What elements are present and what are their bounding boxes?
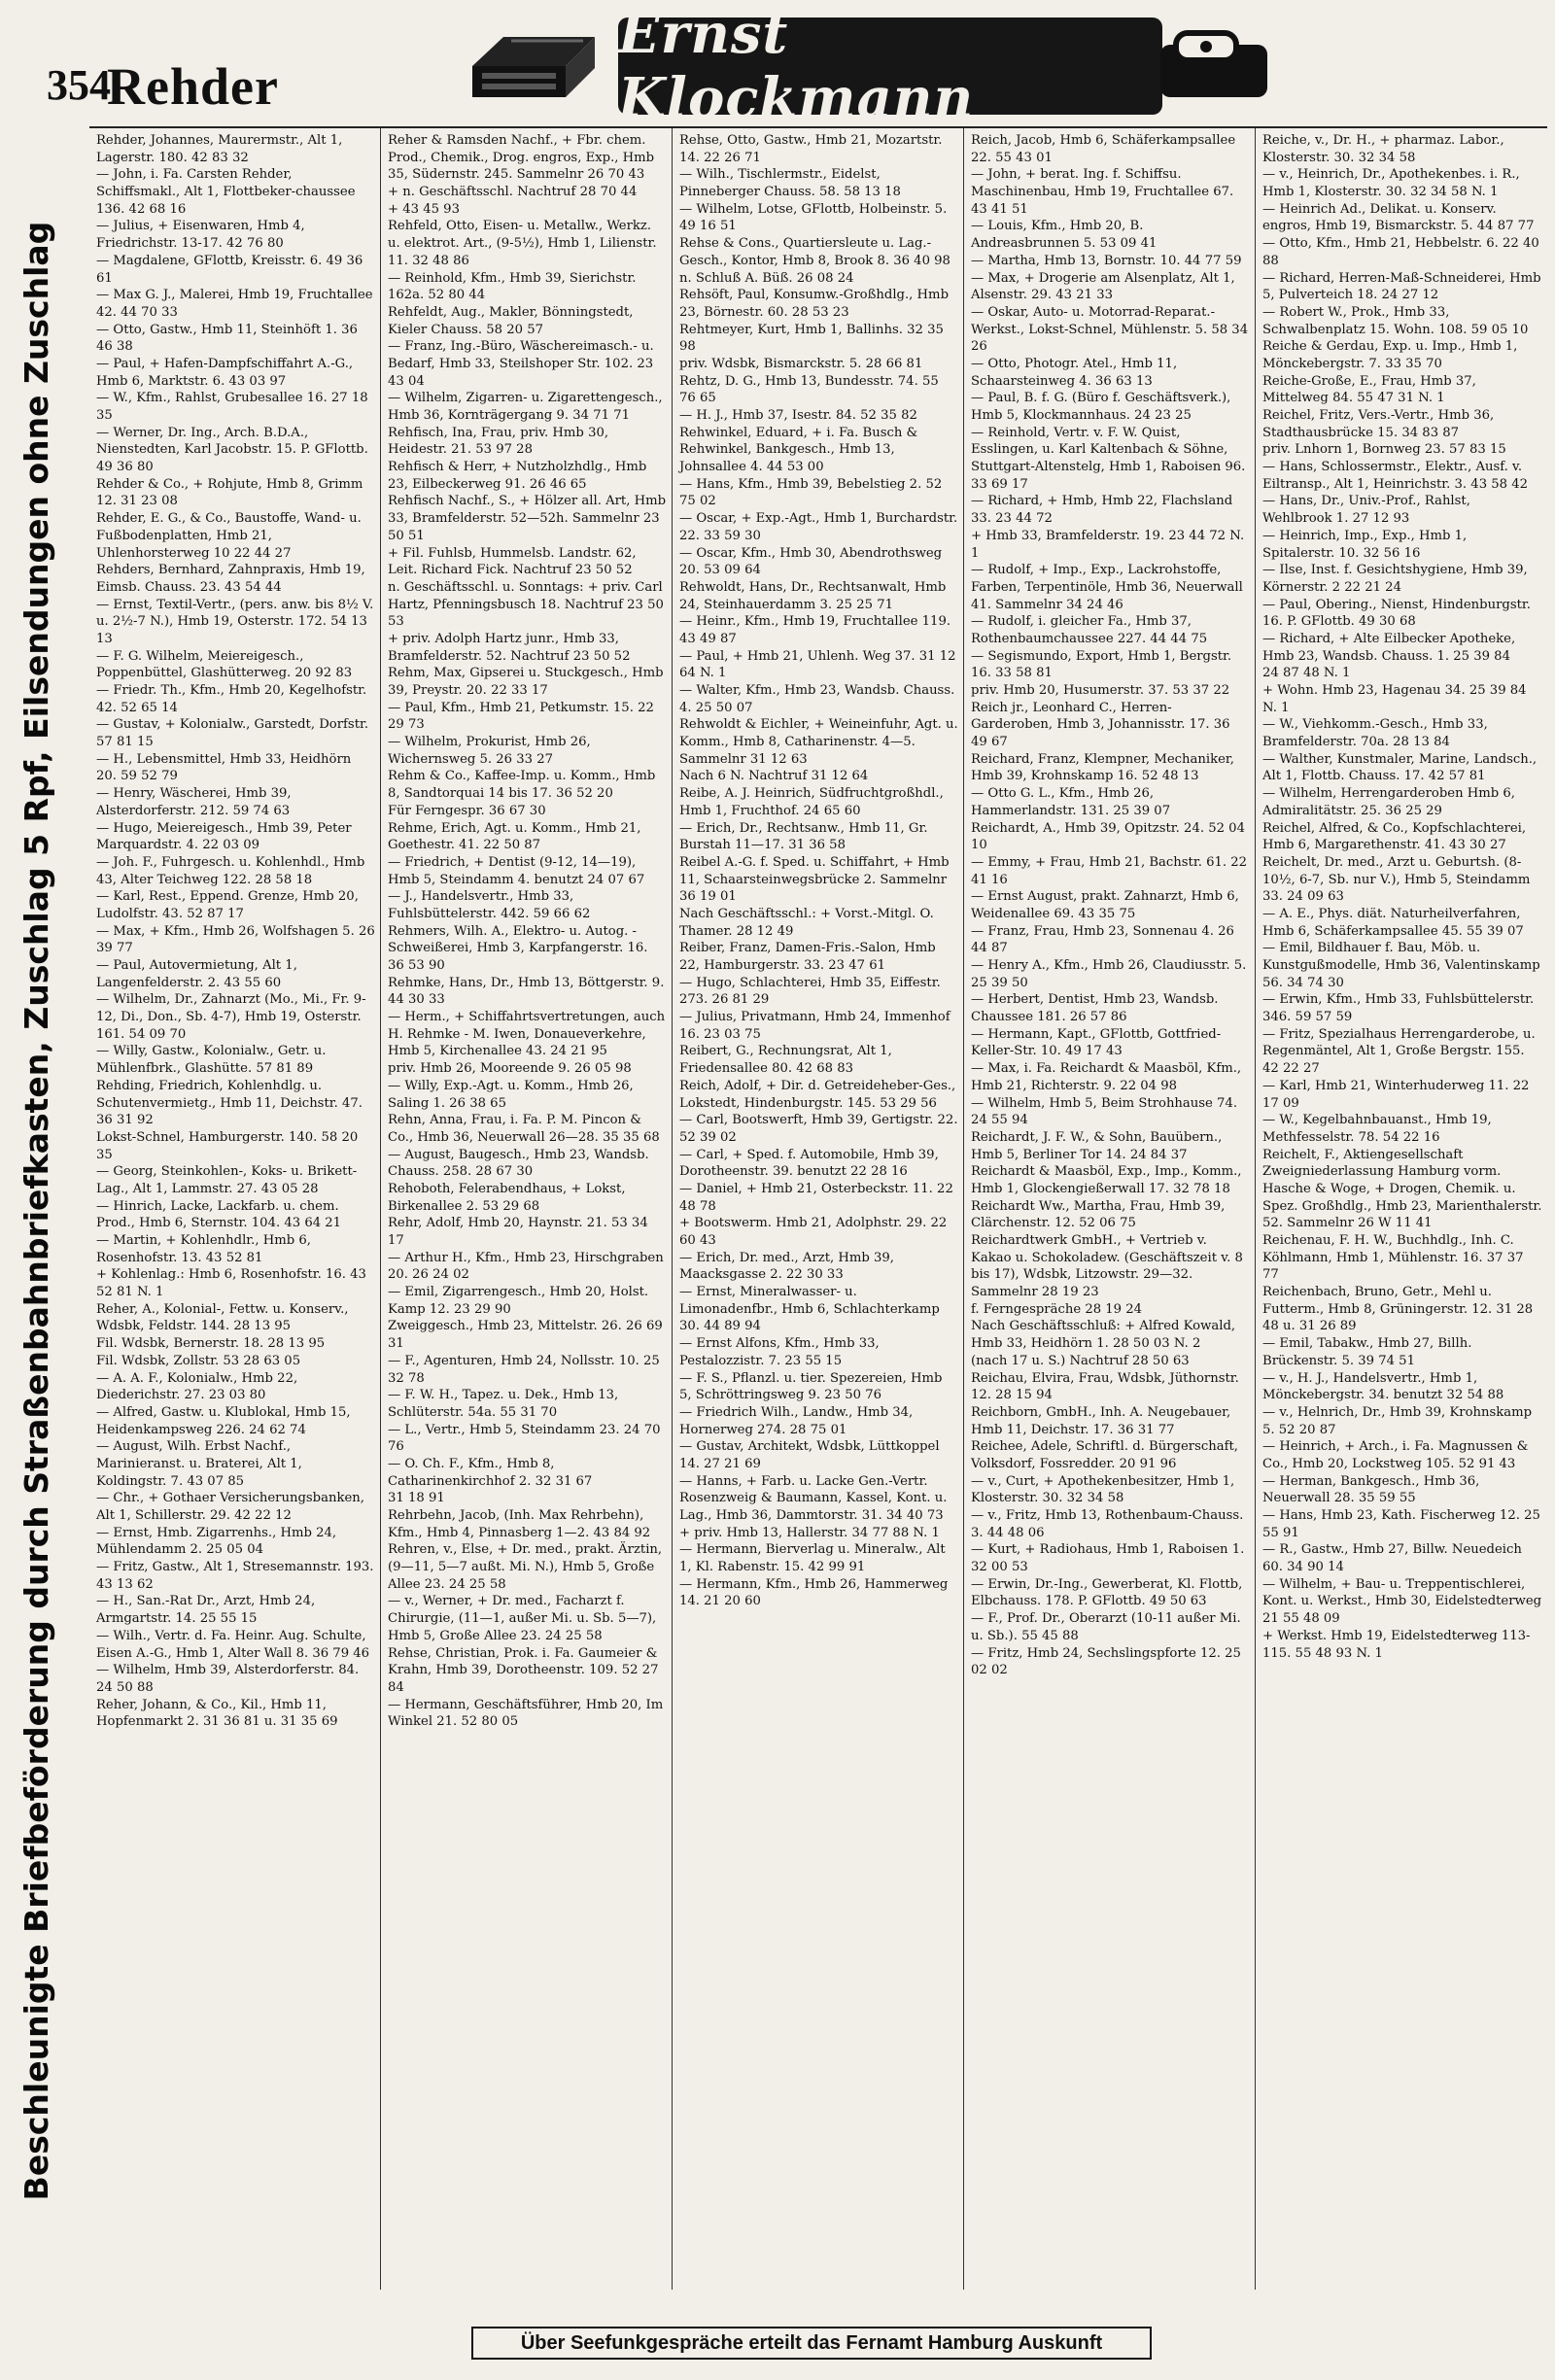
directory-entry: + Kohlenlag.: Hmb 6, Rosenhofstr. 16. 43 52 81 N. 1 <box>96 1267 366 1300</box>
directory-entry: Lokst-Schnel, Hamburgerstr. 140. 58 20 35 <box>96 1129 359 1162</box>
directory-column-1 <box>89 128 381 2290</box>
directory-entry: — Herbert, Dentist, Hmb 23, Wandsb. Chaussee 181. 26 57 86 <box>971 992 1219 1025</box>
directory-entry: — A. A. F., Kolonialw., Hmb 22, Diederichstr. 27. 23 03 80 <box>96 1370 298 1403</box>
directory-entry: — Kurt, + Radiohaus, Hmb 1, Raboisen 1. 32 00 53 <box>971 1542 1245 1575</box>
directory-entry: — W., Viehkomm.-Gesch., Hmb 33, Bramfelderstr. 70a. 28 13 84 <box>1262 717 1488 750</box>
directory-entry: Reichenau, F. H. W., Buchhdlg., Inh. C. Köhlmann, Hmb 1, Mühlenstr. 16. 37 37 77 <box>1262 1233 1524 1283</box>
directory-entry: Reichau, Elvira, Frau, Wdsbk, Jüthornstr. 12. 28 15 94 <box>971 1370 1239 1403</box>
directory-entry: — v., Curt, + Apothekenbesitzer, Hmb 1, Klosterstr. 30. 32 34 58 <box>971 1473 1235 1506</box>
directory-entry: Rehfeld, Otto, Eisen- u. Metallw., Werkz. u. elektrot. Art., (9-5½), Hmb 1, Lilienstr. 11. 32 48 86 <box>388 219 657 268</box>
advertisement-shopping-box-icon <box>1157 29 1273 101</box>
directory-entry: (nach 17 u. S.) Nachtruf 28 50 63 <box>971 1353 1190 1368</box>
directory-entry: — Paul, Autovermietung, Alt 1, Langenfelderstr. 2. 43 55 60 <box>96 958 297 990</box>
directory-entry: — Hanns, + Farb. u. Lacke Gen.-Vertr. Rosenzweig & Baumann, Kassel, Kont. u. Lag., Hmb 36, Dammtorstr. 31. 34 40 73 <box>679 1473 948 1523</box>
directory-entry: — Rudolf, + Imp., Exp., Lackrohstoffe, Farben, Terpentinöle, Hmb 36, Neuerwall 41. Sammelnr 34 24 46 <box>971 563 1243 612</box>
directory-entry: — O. Ch. F., Kfm., Hmb 8, Catharinenkirchhof 2. 32 31 67 <box>388 1456 593 1489</box>
directory-entry: priv. Hmb 20, Husumerstr. 37. 53 37 22 <box>971 683 1230 698</box>
directory-entry: — Hinrich, Lacke, Lackfarb. u. chem. Prod., Hmb 6, Sternstr. 104. 43 64 21 <box>96 1198 342 1231</box>
directory-entry: — Fritz, Hmb 24, Sechslingspforte 12. 25 02 02 <box>971 1645 1241 1678</box>
directory-column-2 <box>381 128 673 2290</box>
directory-entry: — Paul, Obering., Nienst, Hindenburgstr. 16. P. GFlottb. 49 30 68 <box>1262 597 1531 630</box>
directory-entry: Fil. Wdsbk, Bernerstr. 18. 28 13 95 <box>96 1336 326 1352</box>
directory-entry: — Herman, Bankgesch., Hmb 36, Neuerwall 28. 35 59 55 <box>1262 1473 1480 1506</box>
directory-entry: — Gustav, Architekt, Wdsbk, Lüttkoppel 14. 27 21 69 <box>679 1439 940 1471</box>
directory-entry: — Chr., + Gothaer Versicherungsbanken, Alt 1, Schillerstr. 29. 42 22 12 <box>96 1491 364 1523</box>
directory-entry: — Fritz, Gastw., Alt 1, Stresemannstr. 193. 43 13 62 <box>96 1560 374 1592</box>
directory-entry: 31 18 91 <box>388 1491 445 1506</box>
directory-entry: — Erich, Dr., Rechtsanw., Hmb 11, Gr. Burstah 11—17. 31 36 58 <box>679 820 928 853</box>
directory-entry: Nach Geschäftsschluß: + Alfred Kowald, Hmb 33, Heidhörn 1. 28 50 03 N. 2 <box>971 1319 1236 1352</box>
directory-entry: — Wilhelm, Prokurist, Hmb 26, Wichernsweg 5. 26 33 27 <box>388 735 591 767</box>
directory-entry: Rehm & Co., Kaffee-Imp. u. Komm., Hmb 8, Sandtorquai 14 bis 17. 36 52 20 <box>388 769 656 802</box>
directory-entry: — Emil, Bildhauer f. Bau, Möb. u. Kunstgußmodelle, Hmb 36, Valentinskamp 56. 34 74 30 <box>1262 941 1540 990</box>
directory-entry: — Wilhelm, Dr., Zahnarzt (Mo., Mi., Fr. 9-12, Di., Don., Sb. 4-7), Hmb 19, Osterstr. 161. 54 09 70 <box>96 992 366 1042</box>
directory-entry: — Ernst, Mineralwasser- u. Limonadenfbr., Hmb 6, Schlachterkamp 30. 44 89 94 <box>679 1285 940 1334</box>
directory-entry: Reichborn, GmbH., Inh. A. Neugebauer, Hmb 11, Deichstr. 17. 36 31 77 <box>971 1404 1231 1437</box>
directory-entry: Rehwoldt & Eichler, + Weineinfuhr, Agt. u. Komm., Hmb 8, Catharinenstr. 4—5. Sammelnr 31 12 63 <box>679 717 958 767</box>
directory-entry: — v., Fritz, Hmb 13, Rothenbaum-Chauss. 3. 44 48 06 <box>971 1508 1244 1540</box>
directory-entry: — v., Helnrich, Dr., Hmb 39, Krohnskamp 5. 52 20 87 <box>1262 1404 1533 1437</box>
directory-entry: — Karl, Hmb 21, Winterhuderweg 11. 22 17 09 <box>1262 1078 1530 1111</box>
directory-entry: Für Ferngespr. 36 67 30 <box>388 803 546 818</box>
directory-entry: — Hans, Schlossermstr., Elektr., Ausf. v. Eiltransp., Alt 1, Heinrichstr. 3. 43 58 42 <box>1262 460 1529 492</box>
directory-entry: — Otto, Gastw., Hmb 11, Steinhöft 1. 36 46 38 <box>96 322 358 355</box>
directory-entry: priv. Hmb 26, Mooreende 9. 26 05 98 <box>388 1061 632 1077</box>
directory-entry: — Ernst August, prakt. Zahnarzt, Hmb 6, Weidenallee 69. 43 35 75 <box>971 889 1239 921</box>
directory-column-4 <box>964 128 1256 2290</box>
directory-entry: — Hans, Kfm., Hmb 39, Bebelstieg 2. 52 75 02 <box>679 476 943 509</box>
directory-entry: — R., Gastw., Hmb 27, Billw. Neuedeich 60. 34 90 14 <box>1262 1542 1522 1575</box>
page-number: 354 <box>47 61 111 109</box>
directory-entry: — Franz, Ing.-Büro, Wäschereimasch.- u. Bedarf, Hmb 33, Steilshoper Str. 102. 23 43 04 <box>388 339 654 389</box>
directory-entry: Reichardtwerk GmbH., + Vertrieb v. Kakao u. Schokoladew. (Geschäftszeit v. 8 bis 17), Wdsbk, Litzowstr. 29—32. Sammelnr 28 19 23 <box>971 1233 1243 1300</box>
directory-entry: — Max G. J., Malerei, Hmb 19, Fruchtallee 42. 44 70 33 <box>96 288 373 320</box>
directory-entry: n. Schluß A. Büß. 26 08 24 <box>679 270 854 286</box>
directory-entry: Rehren, v., Else, + Dr. med., prakt. Ärztin, (9—11, 5—7 außt. Mi. N.), Hmb 5, Große Allee 23. 24 25 58 <box>388 1542 663 1592</box>
directory-entry: Rehder, E. G., & Co., Baustoffe, Wand- u. Fußbodenplatten, Hmb 21, Uhlenhorsterweg 10 22 44 27 <box>96 511 362 561</box>
directory-entry: Reher, A., Kolonial-, Fettw. u. Konserv., Wdsbk, Feldstr. 144. 28 13 95 <box>96 1301 349 1334</box>
directory-entry: + priv. Adolph Hartz junr., Hmb 33, Bramfelderstr. 52. Nachtruf 23 50 52 <box>388 631 631 664</box>
directory-entry: Rehfeldt, Aug., Makler, Bönningstedt, Kieler Chauss. 58 20 57 <box>388 304 634 337</box>
directory-entry: — Henry A., Kfm., Hmb 26, Claudiusstr. 5. 25 39 50 <box>971 958 1247 990</box>
directory-entry: Zweiggesch., Hmb 23, Mittelstr. 26. 26 69 31 <box>388 1319 663 1352</box>
directory-entry: — August, Baugesch., Hmb 23, Wandsb. Chauss. 258. 28 67 30 <box>388 1147 649 1180</box>
directory-entry: Reiche, v., Dr. H., + pharmaz. Labor., Klosterstr. 30. 32 34 58 <box>1262 133 1504 165</box>
directory-entry: — Hermann, Kapt., GFlottb, Gottfried-Keller-Str. 10. 49 17 43 <box>971 1026 1222 1059</box>
directory-entry: — F. S., Pflanzl. u. tier. Spezereien, Hmb 5, Schröttringsweg 9. 23 50 76 <box>679 1370 943 1403</box>
directory-entry: Reibert, G., Rechnungsrat, Alt 1, Friedensallee 80. 42 68 83 <box>679 1044 892 1077</box>
directory-entry: Rehse & Cons., Quartiersleute u. Lag.-Gesch., Kontor, Hmb 8, Brook 8. 36 40 98 <box>679 236 950 268</box>
directory-entry: + n. Geschäftsschl. Nachtruf 28 70 44 <box>388 185 638 200</box>
directory-entry: — Oskar, Auto- u. Motorrad-Reparat.-Werkst., Lokst-Schnel, Mühlenstr. 5. 58 34 26 <box>971 304 1249 355</box>
directory-entry: Reher & Ramsden Nachf., + Fbr. chem. Prod., Chemik., Drog. engros, Exp., Hmb 35, Südernstr. 245. Sammelnr 26 70 43 <box>388 133 655 183</box>
directory-entry: Rehrbehn, Jacob, (Inh. Max Rehrbehn), Kfm., Hmb 4, Pinnasberg 1—2. 43 84 92 <box>388 1508 651 1540</box>
directory-entry: — Friedrich, + Dentist (9-12, 14—19), Hmb 5, Steindamm 4. benutzt 24 07 67 <box>388 854 645 887</box>
directory-entry: Rehwoldt, Hans, Dr., Rechtsanwalt, Hmb 24, Steinhauerdamm 3. 25 25 71 <box>679 579 947 612</box>
directory-entry: priv. Wdsbk, Bismarckstr. 5. 28 66 81 <box>679 356 923 371</box>
directory-entry: — H. J., Hmb 37, Isestr. 84. 52 35 82 <box>679 408 917 423</box>
directory-entry: — Wilh., Vertr. d. Fa. Heinr. Aug. Schulte, Eisen A.-G., Hmb 1, Alter Wall 8. 36 79 46 <box>96 1628 370 1661</box>
directory-entry: Fil. Wdsbk, Zollstr. 53 28 63 05 <box>96 1353 301 1368</box>
directory-entry: — A. E., Phys. diät. Naturheilverfahren, Hmb 6, Schäferkampsallee 45. 55 39 07 <box>1262 906 1524 939</box>
directory-entry: Rehr, Adolf, Hmb 20, Haynstr. 21. 53 34 17 <box>388 1216 648 1248</box>
directory-entry: Reichelt, F., Aktiengesellschaft Zweigniederlassung Hamburg vorm. Hasche & Woge, + Drogen, Chemik. u. Spez. Großhdlg., Hmb 23, Marienthalerstr. 52. Sammelnr 26 W 11 41 <box>1262 1147 1542 1231</box>
directory-entry: Rehders, Bernhard, Zahnpraxis, Hmb 19, Eimsb. Chauss. 23. 43 54 44 <box>96 563 365 595</box>
directory-entry: — H., Lebensmittel, Hmb 33, Heidhörn 20. 59 52 79 <box>96 751 352 784</box>
directory-columns <box>89 126 1547 2290</box>
directory-entry: — Julius, Privatmann, Hmb 24, Immenhof 16. 23 03 75 <box>679 1010 950 1042</box>
directory-entry: — F. W. H., Tapez. u. Dek., Hmb 13, Schlüterstr. 54a. 55 31 70 <box>388 1388 619 1420</box>
directory-entry: — Oscar, + Exp.-Agt., Hmb 1, Burchardstr. 22. 33 59 30 <box>679 511 958 543</box>
directory-entry: — Hermann, Bierverlag u. Mineralw., Alt 1, Kl. Rabenstr. 15. 42 99 91 <box>679 1542 946 1575</box>
directory-entry: Rehn, Anna, Frau, i. Fa. P. M. Pincon & Co., Hmb 36, Neuerwall 26—28. 35 35 68 <box>388 1113 660 1145</box>
directory-entry: Reichard, Franz, Klempner, Mechaniker, Hmb 39, Krohnskamp 16. 52 48 13 <box>971 751 1234 784</box>
directory-entry: — F. G. Wilhelm, Meiereigesch., Poppenbüttel, Glashütterweg. 20 92 83 <box>96 648 353 681</box>
directory-entry: f. Ferngespräche 28 19 24 <box>971 1301 1143 1317</box>
directory-entry: Rehding, Friedrich, Kohlenhdlg. u. Schutenvermietg., Hmb 11, Deichstr. 47. 36 31 92 <box>96 1078 363 1128</box>
directory-entry: — Magdalene, GFlottb, Kreisstr. 6. 49 36 61 <box>96 253 363 286</box>
directory-entry: — Paul, + Hmb 21, Uhlenh. Weg 37. 31 12 64 N. 1 <box>679 648 956 681</box>
directory-entry: — Karl, Rest., Eppend. Grenze, Hmb 20, Ludolfstr. 43. 52 87 17 <box>96 889 359 921</box>
directory-entry: — Carl, + Sped. f. Automobile, Hmb 39, Dorotheenstr. 39. benutzt 22 28 16 <box>679 1147 939 1180</box>
directory-entry: — Rudolf, i. gleicher Fa., Hmb 37, Rothenbaumchaussee 227. 44 44 75 <box>971 614 1208 646</box>
directory-entry: — v., H. J., Handelsvertr., Hmb 1, Mönckebergstr. 34. benutzt 32 54 88 <box>1262 1370 1504 1403</box>
directory-entry: — Reinhold, Vertr. v. F. W. Quist, Esslingen, u. Karl Kaltenbach & Söhne, Stuttgart-Altenstelg, Hmb 1, Raboisen 96. 33 69 17 <box>971 425 1246 492</box>
directory-entry: Reiche & Gerdau, Exp. u. Imp., Hmb 1, Mönckebergstr. 7. 33 35 70 <box>1262 339 1518 371</box>
directory-entry: — Arthur H., Kfm., Hmb 23, Hirschgraben 20. 26 24 02 <box>388 1250 664 1283</box>
directory-entry: — Robert W., Prok., Hmb 33, Schwalbenplatz 15. Wohn. 108. 59 05 10 <box>1262 304 1529 337</box>
directory-entry: — Wilhelm, Hmb 5, Beim Strohhause 74. 24 55 94 <box>971 1095 1238 1128</box>
directory-entry: — Walther, Kunstmaler, Marine, Landsch., Alt 1, Flottb. Chauss. 17. 42 57 81 <box>1262 751 1538 784</box>
directory-entry: — Werner, Dr. Ing., Arch. B.D.A., Nienstedten, Karl Jacobstr. 15. P. GFlottb. 49 36 80 <box>96 425 368 475</box>
directory-column-3 <box>673 128 964 2290</box>
directory-entry: — Julius, + Eisenwaren, Hmb 4, Friedrichstr. 13-17. 42 76 80 <box>96 219 305 252</box>
directory-entry: — August, Wilh. Erbst Nachf., Marinieranst. u. Braterei, Alt 1, Koldingstr. 7. 43 07 85 <box>96 1439 302 1489</box>
directory-entry: Rehse, Otto, Gastw., Hmb 21, Mozartstr. 14. 22 26 71 <box>679 133 943 165</box>
directory-entry: — Wilh., Tischlermstr., Eidelst, Pinneberger Chauss. 58. 58 13 18 <box>679 167 901 200</box>
footer-notice <box>471 2327 1152 2360</box>
directory-entry: — v., Heinrich, Dr., Apothekenbes. i. R., Hmb 1, Klosterstr. 30. 32 34 58 N. 1 <box>1262 167 1520 200</box>
directory-entry: Rehder, Johannes, Maurermstr., Alt 1, Lagerstr. 180. 42 83 32 <box>96 133 343 165</box>
directory-entry: Rehse, Christian, Prok. i. Fa. Gaumeier & Krahn, Hmb 39, Dorotheenstr. 109. 52 27 84 <box>388 1645 659 1695</box>
directory-entry: 24 87 48 N. 1 <box>1262 666 1351 681</box>
directory-entry: — Erwin, Kfm., Hmb 33, Fuhlsbüttelerstr. 346. 59 57 59 <box>1262 992 1535 1025</box>
directory-column-5 <box>1256 128 1547 2290</box>
directory-entry: — Herm., + Schiffahrtsvertretungen, auch H. Rehmke - M. Iwen, Donaueverkehre, Hmb 5, Kirchenallee 43. 24 21 95 <box>388 1010 666 1059</box>
directory-entry: — Emil, Zigarrengesch., Hmb 20, Holst. Kamp 12. 23 29 90 <box>388 1285 649 1317</box>
directory-entry: Reibel A.-G. f. Sped. u. Schiffahrt, + Hmb 11, Schaarsteinwegsbrücke 2. Sammelnr 36 19 01 <box>679 854 950 905</box>
directory-entry: + Wohn. Hmb 23, Hagenau 34. 25 39 84 N. 1 <box>1262 683 1527 715</box>
directory-entry: Rehsöft, Paul, Konsumw.-Großhdlg., Hmb 23, Börnestr. 60. 28 53 23 <box>679 288 950 320</box>
directory-entry: — Erich, Dr. med., Arzt, Hmb 39, Maacksgasse 2. 22 30 33 <box>679 1250 894 1283</box>
directory-entry: — Emmy, + Frau, Hmb 21, Bachstr. 61. 22 41 16 <box>971 854 1248 887</box>
side-banner <box>10 152 62 2270</box>
directory-entry: + Bootswerm. Hmb 21, Adolphstr. 29. 22 60 43 <box>679 1216 948 1248</box>
directory-entry: Reiche-Große, E., Frau, Hmb 37, Mittelweg 84. 55 47 31 N. 1 <box>1262 373 1476 406</box>
directory-entry: Reichardt, J. F. W., & Sohn, Bauübern., Hmb 5, Berliner Tor 14. 24 84 37 <box>971 1129 1223 1162</box>
directory-entry: — Wilhelm, Lotse, GFlottb, Holbeinstr. 5. 49 16 51 <box>679 201 948 234</box>
directory-entry: — L., Vertr., Hmb 5, Steindamm 23. 24 70 76 <box>388 1422 661 1455</box>
directory-entry: Reich, Adolf, + Dir. d. Getreideheber-Ges., Lokstedt, Hindenburgstr. 145. 53 29 56 <box>679 1078 956 1111</box>
directory-entry: — Friedrich Wilh., Landw., Hmb 34, Hornerweg 274. 28 75 01 <box>679 1404 914 1437</box>
directory-entry: — J., Handelsvertr., Hmb 33, Fuhlsbüttelerstr. 442. 59 66 62 <box>388 889 591 921</box>
directory-entry: Reichelt, Dr. med., Arzt u. Geburtsh. (8-10½, 6-7, Sb. nur V.), Hmb 5, Steindamm 33. 24 09 63 <box>1262 854 1531 905</box>
directory-entry: — Paul, Kfm., Hmb 21, Petkumstr. 15. 22 29 73 <box>388 700 654 733</box>
directory-entry: — W., Kfm., Rahlst, Grubesallee 16. 27 18 35 <box>96 391 368 423</box>
directory-entry: — Richard, + Hmb, Hmb 22, Flachsland 33. 23 44 72 <box>971 494 1233 527</box>
directory-entry: — Willy, Gastw., Kolonialw., Getr. u. Mühlenfbrk., Glashütte. 57 81 89 <box>96 1044 327 1077</box>
advertisement-logo-text: Ernst Klockmann <box>618 2 975 130</box>
directory-entry: — Hans, Dr., Univ.-Prof., Rahlst, Wehlbrook 1. 27 12 93 <box>1262 494 1470 527</box>
directory-entry: — Gustav, + Kolonialw., Garstedt, Dorfstr. 57 81 15 <box>96 717 369 750</box>
directory-entry: Rehfisch Nachf., S., + Hölzer all. Art, Hmb 33, Bramfelderstr. 52—52h. Sammelnr 23 50 51 <box>388 494 667 543</box>
directory-entry: — F., Agenturen, Hmb 24, Nollsstr. 10. 25 32 78 <box>388 1353 660 1386</box>
directory-entry: — Fritz, Spezialhaus Herrengarderobe, u. Regenmäntel, Alt 1, Große Bergstr. 155. 42 22 27 <box>1262 1026 1536 1077</box>
directory-entry: — Heinrich Ad., Delikat. u. Konserv. engros, Hmb 19, Bismarckstr. 5. 44 87 77 <box>1262 201 1535 234</box>
directory-entry: Reich, Jacob, Hmb 6, Schäferkampsallee 22. 55 43 01 <box>971 133 1236 165</box>
directory-entry: — Reinhold, Kfm., Hmb 39, Sierichstr. 162a. 52 80 44 <box>388 270 637 303</box>
directory-entry: — Paul, B. f. G. (Büro f. Geschäftsverk.), Hmb 5, Klockmannhaus. 24 23 25 <box>971 391 1231 423</box>
directory-entry: — Hugo, Meiereigesch., Hmb 39, Peter Marquardstr. 4. 22 03 09 <box>96 820 352 853</box>
directory-entry: — Heinrich, Imp., Exp., Hmb 1, Spitalerstr. 10. 32 56 16 <box>1262 528 1468 561</box>
directory-entry: — Hugo, Schlachterei, Hmb 35, Eiffestr. 273. 26 81 29 <box>679 975 941 1008</box>
directory-entry: Rehmke, Hans, Dr., Hmb 13, Böttgerstr. 9. 44 30 33 <box>388 975 665 1008</box>
directory-entry: — v., Werner, + Dr. med., Facharzt f. Chirurgie, (11—1, außer Mi. u. Sb. 5—7), Hmb 5, Große Allee 23. 24 25 58 <box>388 1594 657 1643</box>
directory-entry: — Erwin, Dr.-Ing., Gewerberat, Kl. Flottb, Elbchauss. 178. P. GFlottb. 49 50 63 <box>971 1576 1243 1609</box>
directory-entry: Nach 6 N. Nachtruf 31 12 64 <box>679 769 869 784</box>
directory-entry: Reichardt & Maasböl, Exp., Imp., Komm., Hmb 1, Glockengießerwall 17. 32 78 18 <box>971 1164 1242 1196</box>
directory-entry: — Willy, Exp.-Agt. u. Komm., Hmb 26, Saling 1. 26 38 65 <box>388 1078 634 1111</box>
directory-entry: + 43 45 93 <box>388 201 460 217</box>
directory-entry: + priv. Hmb 13, Hallerstr. 34 77 88 N. 1 <box>679 1525 940 1540</box>
directory-entry: — Richard, Herren-Maß-Schneiderei, Hmb 5, Pulverteich 18. 24 27 12 <box>1262 270 1541 303</box>
directory-entry: — Otto, Kfm., Hmb 21, Hebbelstr. 6. 22 40 88 <box>1262 236 1539 268</box>
directory-entry: Rehder & Co., + Rohjute, Hmb 8, Grimm 12. 31 23 08 <box>96 476 363 509</box>
directory-entry: — Heinr., Kfm., Hmb 19, Fruchtallee 119. 43 49 87 <box>679 614 951 646</box>
directory-entry: — Ernst Alfons, Kfm., Hmb 33, Pestalozzistr. 7. 23 55 15 <box>679 1336 880 1368</box>
directory-entry: — Hermann, Kfm., Hmb 26, Hammerweg 14. 21 20 60 <box>679 1576 949 1609</box>
directory-entry: — Richard, + Alte Eilbecker Apotheke, Hmb 23, Wandsb. Chauss. 1. 25 39 84 <box>1262 631 1516 664</box>
directory-entry: — H., San.-Rat Dr., Arzt, Hmb 24, Armgartstr. 14. 25 55 15 <box>96 1594 316 1627</box>
directory-entry: Rehme, Erich, Agt. u. Komm., Hmb 21, Goethestr. 41. 22 50 87 <box>388 820 641 853</box>
directory-entry: Reichee, Adele, Schriftl. d. Bürgerschaft, Volksdorf, Fossredder. 20 91 96 <box>971 1439 1238 1471</box>
directory-entry: Rehfisch, Ina, Frau, priv. Hmb 30, Heidestr. 21. 53 97 28 <box>388 425 609 458</box>
directory-entry: — Ernst, Hmb. Zigarrenhs., Hmb 24, Mühlendamm 2. 25 05 04 <box>96 1525 337 1558</box>
side-banner-text: Beschleunigte Briefbeförderung durch Straßenbahnbriefkasten, Zuschlag 5 Rpf, Eilsendungen ohne Zuschlag <box>17 221 55 2201</box>
directory-entry: Rehwinkel, Eduard, + i. Fa. Busch & Rehwinkel, Bankgesch., Hmb 13, Johnsallee 4. 44 53 00 <box>679 425 918 475</box>
directory-entry: — Wilhelm, Zigarren- u. Zigarettengesch., Hmb 36, Kornträgergang 9. 34 71 71 <box>388 391 663 423</box>
directory-entry: Reich jr., Leonhard C., Herren-Garderoben, Hmb 3, Johannisstr. 17. 36 49 67 <box>971 700 1230 750</box>
directory-entry: — Wilhelm, Hmb 39, Alsterdorferstr. 84. 24 50 88 <box>96 1663 360 1695</box>
directory-entry: Reichel, Alfred, & Co., Kopfschlachterei, Hmb 6, Margarethenstr. 41. 43 30 27 <box>1262 820 1527 853</box>
directory-entry: — Heinrich, + Arch., i. Fa. Magnussen & Co., Hmb 20, Lockstweg 105. 52 91 43 <box>1262 1439 1529 1471</box>
directory-entry: — Wilhelm, Herrengarderoben Hmb 6, Admiralitätstr. 25. 36 25 29 <box>1262 786 1516 818</box>
directory-entry: — Otto G. L., Kfm., Hmb 26, Hammerlandstr. 131. 25 39 07 <box>971 786 1171 818</box>
directory-entry: Rehfisch & Herr, + Nutzholzhdlg., Hmb 23, Eilbeckerweg 91. 26 46 65 <box>388 460 647 492</box>
directory-entry: — Friedr. Th., Kfm., Hmb 20, Kegelhofstr. 42. 52 65 14 <box>96 683 367 715</box>
directory-entry: + Fil. Fuhlsb, Hummelsb. Landstr. 62, Leit. Richard Fick. Nachtruf 23 50 52 <box>388 545 637 578</box>
directory-entry: Rehm, Max, Gipserei u. Stuckgesch., Hmb 39, Preystr. 20. 22 33 17 <box>388 666 664 698</box>
directory-entry: Reibe, A. J. Heinrich, Südfruchtgroßhdl., Hmb 1, Fruchthof. 24 65 60 <box>679 786 944 818</box>
directory-entry: + Werkst. Hmb 19, Eidelstedterweg 113-115. 55 48 93 N. 1 <box>1262 1628 1531 1661</box>
advertisement-cash-box-icon <box>466 27 603 105</box>
directory-entry: — Ilse, Inst. f. Gesichtshygiene, Hmb 39, Körnerstr. 2 22 21 24 <box>1262 563 1528 595</box>
directory-entry: — Wilhelm, + Bau- u. Treppentischlerei, Kont. u. Werkst., Hmb 30, Eidelstedterweg 21 55 48 09 <box>1262 1576 1542 1627</box>
directory-entry: — John, + berat. Ing. f. Schiffsu. Maschinenbau, Hmb 19, Fruchtallee 67. 43 41 51 <box>971 167 1234 217</box>
directory-entry: — Max, i. Fa. Reichardt & Maasböl, Kfm., Hmb 21, Richterstr. 9. 22 04 98 <box>971 1061 1242 1093</box>
directory-entry: — Max, + Kfm., Hmb 26, Wolfshagen 5. 26 39 77 <box>96 923 375 956</box>
directory-entry: + Hmb 33, Bramfelderstr. 19. 23 44 72 N. 1 <box>971 528 1245 561</box>
directory-entry: Rehtz, D. G., Hmb 13, Bundesstr. 74. 55 76 65 <box>679 373 939 406</box>
directory-entry: — Segismundo, Export, Hmb 1, Bergstr. 16. 33 58 81 <box>971 648 1232 681</box>
directory-entry: — Walter, Kfm., Hmb 23, Wandsb. Chauss. 4. 25 50 07 <box>679 683 955 715</box>
directory-entry: — Joh. F., Fuhrgesch. u. Kohlenhdl., Hmb 43, Alter Teichweg 122. 28 58 18 <box>96 854 365 887</box>
footer-notice-text: Über Seefunkgespräche erteilt das Fernamt Hamburg Auskunft <box>520 2331 1103 2354</box>
directory-entry: Reichel, Fritz, Vers.-Vertr., Hmb 36, Stadthausbrücke 15. 34 83 87 <box>1262 408 1495 440</box>
directory-entry: — Louis, Kfm., Hmb 20, B. Andreasbrunnen 5. 53 09 41 <box>971 219 1158 252</box>
directory-entry: — Carl, Bootswerft, Hmb 39, Gertigstr. 22. 52 39 02 <box>679 1113 958 1145</box>
directory-entry: Rehoboth, Felerabendhaus, + Lokst, Birkenallee 2. 53 29 68 <box>388 1181 626 1214</box>
directory-entry: — Hans, Hmb 23, Kath. Fischerweg 12. 25 55 91 <box>1262 1508 1540 1540</box>
directory-entry: Rehmers, Wilh. A., Elektro- u. Autog. - Schweißerei, Hmb 3, Karpfangerstr. 16. 36 53 90 <box>388 923 648 973</box>
directory-entry: Reichardt Ww., Martha, Frau, Hmb 39, Clärchenstr. 12. 52 06 75 <box>971 1198 1226 1231</box>
directory-entry: — Emil, Tabakw., Hmb 27, Billh. Brückenstr. 5. 39 74 51 <box>1262 1336 1472 1368</box>
directory-entry: — Paul, + Hafen-Dampfschiffahrt A.-G., Hmb 6, Marktstr. 6. 43 03 97 <box>96 356 354 389</box>
directory-entry: — Max, + Drogerie am Alsenplatz, Alt 1, Alsenstr. 29. 43 21 33 <box>971 270 1235 303</box>
directory-entry: Reichenbach, Bruno, Getr., Mehl u. Futterm., Hmb 8, Grüningerstr. 12. 31 28 48 u. 31 26 89 <box>1262 1285 1534 1334</box>
directory-entry: — W., Kegelbahnbauanst., Hmb 19, Methfesselstr. 78. 54 22 16 <box>1262 1113 1492 1145</box>
directory-entry: — Otto, Photogr. Atel., Hmb 11, Schaarsteinweg 4. 36 63 13 <box>971 356 1178 389</box>
directory-entry: — Georg, Steinkohlen-, Koks- u. Brikett-Lag., Alt 1, Lammstr. 27. 43 05 28 <box>96 1164 358 1196</box>
directory-entry: — Alfred, Gastw. u. Klublokal, Hmb 15, Heidenkampsweg 226. 24 62 74 <box>96 1404 351 1437</box>
running-head: Rehder <box>107 57 279 116</box>
directory-entry: Reiber, Franz, Damen-Fris.-Salon, Hmb 22, Hamburgerstr. 33. 23 47 61 <box>679 941 936 973</box>
directory-entry: Reher, Johann, & Co., Kil., Hmb 11, Hopfenmarkt 2. 31 36 81 u. 31 35 69 <box>96 1697 338 1730</box>
directory-entry: — Henry, Wäscherei, Hmb 39, Alsterdorferstr. 212. 59 74 63 <box>96 786 292 818</box>
directory-entry: — Hermann, Geschäftsführer, Hmb 20, Im Winkel 21. 52 80 05 <box>388 1697 664 1730</box>
directory-entry: — Daniel, + Hmb 21, Osterbeckstr. 11. 22 48 78 <box>679 1181 953 1214</box>
directory-entry: — Martin, + Kohlenhdlr., Hmb 6, Rosenhofstr. 13. 43 52 81 <box>96 1233 311 1265</box>
directory-entry: Rehtmeyer, Kurt, Hmb 1, Ballinhs. 32 35 98 <box>679 322 944 355</box>
directory-entry: — F., Prof. Dr., Oberarzt (10-11 außer Mi. u. Sb.). 55 45 88 <box>971 1611 1241 1643</box>
directory-entry: priv. Lnhorn 1, Bornweg 23. 57 83 15 <box>1262 442 1506 458</box>
directory-entry: — Oscar, Kfm., Hmb 30, Abendrothsweg 20. 53 09 64 <box>679 545 943 578</box>
directory-entry: — John, i. Fa. Carsten Rehder, Schiffsmakl., Alt 1, Flottbeker-chaussee 136. 42 68 16 <box>96 167 356 217</box>
directory-entry: n. Geschäftsschl. u. Sonntags: + priv. Carl Hartz, Pfenningsbusch 18. Nachtruf 23 50 53 <box>388 579 664 630</box>
directory-entry: — Martha, Hmb 13, Bornstr. 10. 44 77 59 <box>971 253 1242 268</box>
directory-entry: Reichardt, A., Hmb 39, Opitzstr. 24. 52 04 10 <box>971 820 1245 853</box>
directory-entry: — Franz, Frau, Hmb 23, Sonnenau 4. 26 44 87 <box>971 923 1234 956</box>
advertisement-logo <box>618 2 1162 130</box>
directory-entry: Nach Geschäftsschl.: + Vorst.-Mitgl. O. Thamer. 28 12 49 <box>679 906 934 939</box>
directory-entry: — Ernst, Textil-Vertr., (pers. anw. bis 8½ V. u. 2½-7 N.), Hmb 19, Osterstr. 172. 54 13 13 <box>96 597 374 646</box>
